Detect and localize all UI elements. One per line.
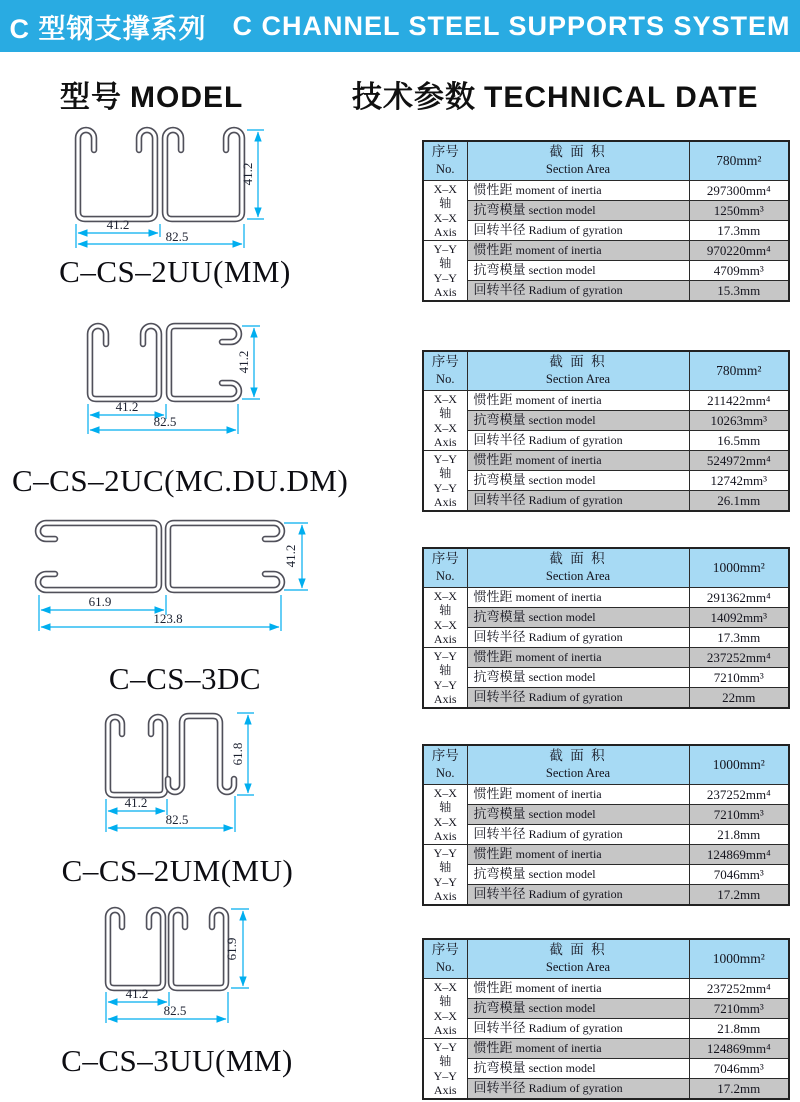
col-header-no: 序号 No. xyxy=(423,745,467,785)
tech-heading-en: TECHNICAL DATE xyxy=(484,81,759,114)
spec-table-5 xyxy=(422,938,790,1100)
property-value: 26.1mm xyxy=(689,491,789,512)
banner-title-en: C CHANNEL STEEL SUPPORTS SYSTEM xyxy=(232,10,791,41)
property-label: 惯性距 moment of inertia xyxy=(467,181,689,201)
axis-label-yy: Y–Y 轴 Y–Y Axis xyxy=(423,1039,467,1100)
section-area-value: 1000mm² xyxy=(689,939,789,979)
dimension-label: 82.5 xyxy=(165,812,189,827)
spec-table-1 xyxy=(422,140,790,302)
col-header-section-area: 截 面 积 Section Area xyxy=(467,745,689,785)
property-label: 抗弯模量 section model xyxy=(467,261,689,281)
property-value: 10263mm³ xyxy=(689,411,789,431)
dimension-label: 61.9 xyxy=(224,937,239,961)
property-value: 7210mm³ xyxy=(689,668,789,688)
dimension-label: 82.5 xyxy=(165,229,189,244)
property-value: 124869mm⁴ xyxy=(689,1039,789,1059)
property-value: 124869mm⁴ xyxy=(689,845,789,865)
property-value: 7046mm³ xyxy=(689,1059,789,1079)
property-label: 抗弯模量 section model xyxy=(467,608,689,628)
diagram-c-cs-3dc xyxy=(25,512,315,637)
axis-label-yy: Y–Y 轴 Y–Y Axis xyxy=(423,451,467,512)
property-value: 7046mm³ xyxy=(689,865,789,885)
dimension-label: 61.9 xyxy=(88,594,112,609)
property-value: 15.3mm xyxy=(689,281,789,302)
channel-profile-inner xyxy=(168,716,234,792)
model-heading-en: MODEL xyxy=(130,81,244,114)
diagram-c-cs-2uu xyxy=(55,118,270,253)
property-value: 211422mm⁴ xyxy=(689,391,789,411)
property-value: 17.2mm xyxy=(689,1079,789,1100)
channel-profile-outline xyxy=(168,523,282,590)
axis-label-yy: Y–Y 轴 Y–Y Axis xyxy=(423,241,467,302)
axis-label-xx: X–X 轴 X–X Axis xyxy=(423,785,467,845)
dimension-label: 41.2 xyxy=(106,217,130,232)
dimension-label: 41.2 xyxy=(115,399,139,414)
channel-profile-inner xyxy=(108,717,165,795)
property-value: 297300mm⁴ xyxy=(689,181,789,201)
property-label: 回转半径 Radium of gyration xyxy=(467,491,689,512)
channel-profile-outline xyxy=(168,716,234,792)
property-value: 237252mm⁴ xyxy=(689,648,789,668)
axis-label-xx: X–X 轴 X–X Axis xyxy=(423,588,467,648)
col-header-no: 序号 No. xyxy=(423,141,467,181)
col-header-no: 序号 No. xyxy=(423,939,467,979)
col-header-section-area: 截 面 积 Section Area xyxy=(467,141,689,181)
property-label: 抗弯模量 section model xyxy=(467,805,689,825)
property-value: 22mm xyxy=(689,688,789,709)
channel-profile-outline xyxy=(108,910,163,988)
channel-profile-outline xyxy=(171,910,226,988)
axis-label-yy: Y–Y 轴 Y–Y Axis xyxy=(423,648,467,709)
property-label: 抗弯模量 section model xyxy=(467,1059,689,1079)
dimension-label: 82.5 xyxy=(153,414,177,429)
property-label: 惯性距 moment of inertia xyxy=(467,451,689,471)
property-label: 惯性距 moment of inertia xyxy=(467,785,689,805)
property-value: 21.8mm xyxy=(689,1019,789,1039)
section-area-value: 780mm² xyxy=(689,351,789,391)
col-header-section-area: 截 面 积 Section Area xyxy=(467,939,689,979)
channel-profile-outline xyxy=(165,130,242,219)
property-value: 7210mm³ xyxy=(689,999,789,1019)
dimension-label: 61.8 xyxy=(230,742,245,766)
property-value: 17.3mm xyxy=(689,221,789,241)
property-value: 17.3mm xyxy=(689,628,789,648)
property-label: 抗弯模量 section model xyxy=(467,865,689,885)
dimension-label: 82.5 xyxy=(163,1003,187,1018)
model-label-c-cs-2uc: C–CS–2UC(MC.DU.DM) xyxy=(12,463,349,498)
property-label: 抗弯模量 section model xyxy=(467,201,689,221)
channel-profile-inner xyxy=(171,910,226,988)
property-label: 抗弯模量 section model xyxy=(467,411,689,431)
dimension-label: 41.2 xyxy=(240,162,255,186)
property-label: 回转半径 Radium of gyration xyxy=(467,825,689,845)
channel-profile-inner xyxy=(90,326,159,399)
property-label: 回转半径 Radium of gyration xyxy=(467,281,689,302)
dimension-label: 123.8 xyxy=(153,611,183,626)
col-header-section-area: 截 面 积 Section Area xyxy=(467,351,689,391)
property-label: 回转半径 Radium of gyration xyxy=(467,628,689,648)
property-label: 回转半径 Radium of gyration xyxy=(467,885,689,906)
property-label: 回转半径 Radium of gyration xyxy=(467,221,689,241)
property-value: 291362mm⁴ xyxy=(689,588,789,608)
spec-table-3 xyxy=(422,547,790,709)
spec-table-4 xyxy=(422,744,790,906)
axis-label-xx: X–X 轴 X–X Axis xyxy=(423,979,467,1039)
model-label-c-cs-2uu: C–CS–2UU(MM) xyxy=(59,254,291,289)
axis-label-xx: X–X 轴 X–X Axis xyxy=(423,181,467,241)
model-label-c-cs-3uu: C–CS–3UU(MM) xyxy=(61,1043,293,1078)
channel-profile-inner xyxy=(165,130,242,219)
property-value: 970220mm⁴ xyxy=(689,241,789,261)
property-label: 回转半径 Radium of gyration xyxy=(467,1079,689,1100)
property-label: 惯性距 moment of inertia xyxy=(467,391,689,411)
dimension-label: 41.2 xyxy=(124,795,148,810)
diagram-c-cs-3uu xyxy=(85,900,265,1030)
property-value: 237252mm⁴ xyxy=(689,979,789,999)
section-area-value: 780mm² xyxy=(689,141,789,181)
col-header-section-area: 截 面 积 Section Area xyxy=(467,548,689,588)
tech-heading-zh: 技术参数 xyxy=(352,81,476,114)
technical-column-heading xyxy=(352,72,759,116)
property-label: 抗弯模量 section model xyxy=(467,668,689,688)
dimension-label: 41.2 xyxy=(236,350,251,374)
channel-profile-inner xyxy=(108,910,163,988)
property-label: 惯性距 moment of inertia xyxy=(467,845,689,865)
property-label: 惯性距 moment of inertia xyxy=(467,1039,689,1059)
col-header-no: 序号 No. xyxy=(423,351,467,391)
banner-title-zh: C 型钢支撑系列 xyxy=(9,13,207,44)
model-label-c-cs-2um: C–CS–2UM(MU) xyxy=(61,853,294,888)
spec-table-2 xyxy=(422,350,790,512)
model-heading-zh: 型号 xyxy=(60,81,122,114)
model-column-heading xyxy=(60,72,243,116)
channel-profile-outline xyxy=(78,130,155,219)
property-label: 回转半径 Radium of gyration xyxy=(467,688,689,709)
diagram-c-cs-2uc xyxy=(70,316,270,441)
page-banner xyxy=(0,0,800,52)
property-label: 回转半径 Radium of gyration xyxy=(467,431,689,451)
channel-profile-outline xyxy=(38,523,159,590)
property-label: 抗弯模量 section model xyxy=(467,471,689,491)
col-header-no: 序号 No. xyxy=(423,548,467,588)
channel-profile-inner xyxy=(168,523,282,590)
property-value: 21.8mm xyxy=(689,825,789,845)
property-value: 4709mm³ xyxy=(689,261,789,281)
dimension-label: 41.2 xyxy=(283,544,298,568)
channel-profile-inner xyxy=(38,523,159,590)
channel-profile-outline xyxy=(169,326,239,399)
property-label: 惯性距 moment of inertia xyxy=(467,588,689,608)
property-value: 17.2mm xyxy=(689,885,789,906)
property-label: 回转半径 Radium of gyration xyxy=(467,1019,689,1039)
dimension-label: 41.2 xyxy=(125,986,149,1001)
property-value: 524972mm⁴ xyxy=(689,451,789,471)
diagram-c-cs-2um xyxy=(85,706,265,841)
section-area-value: 1000mm² xyxy=(689,745,789,785)
channel-profile-inner xyxy=(78,130,155,219)
property-value: 1250mm³ xyxy=(689,201,789,221)
property-value: 16.5mm xyxy=(689,431,789,451)
channel-profile-outline xyxy=(108,717,165,795)
property-label: 惯性距 moment of inertia xyxy=(467,979,689,999)
property-value: 7210mm³ xyxy=(689,805,789,825)
channel-profile-inner xyxy=(169,326,239,399)
property-label: 惯性距 moment of inertia xyxy=(467,241,689,261)
axis-label-yy: Y–Y 轴 Y–Y Axis xyxy=(423,845,467,906)
property-value: 12742mm³ xyxy=(689,471,789,491)
model-label-c-cs-3dc: C–CS–3DC xyxy=(108,661,262,696)
channel-profile-outline xyxy=(90,326,159,399)
property-value: 237252mm⁴ xyxy=(689,785,789,805)
axis-label-xx: X–X 轴 X–X Axis xyxy=(423,391,467,451)
section-area-value: 1000mm² xyxy=(689,548,789,588)
property-label: 惯性距 moment of inertia xyxy=(467,648,689,668)
property-label: 抗弯模量 section model xyxy=(467,999,689,1019)
property-value: 14092mm³ xyxy=(689,608,789,628)
